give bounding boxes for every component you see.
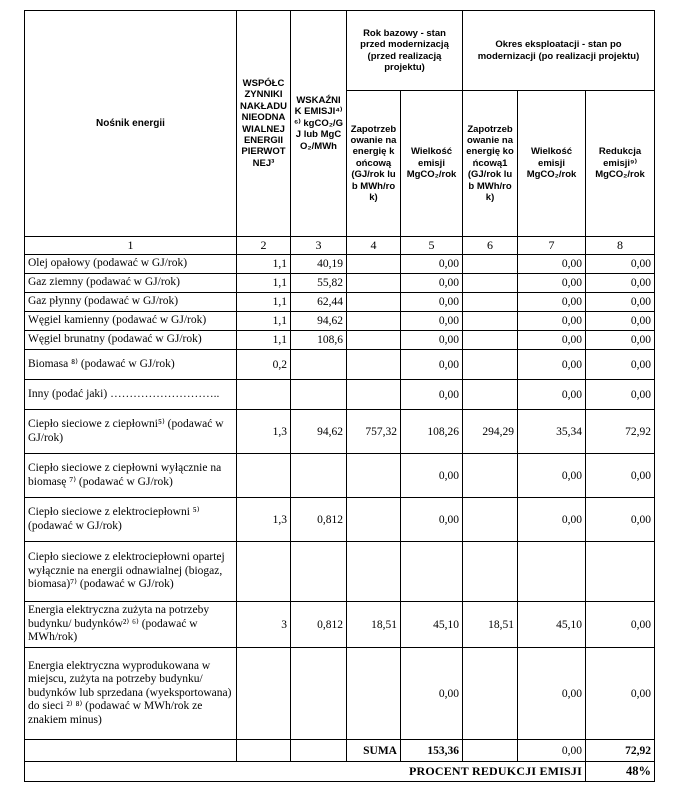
row-label: Węgiel kamienny (podawać w GJ/rok) (25, 312, 237, 331)
redukcja-cell: 0,00 (586, 312, 655, 331)
row-label: Inny (podać jaki) ……………………….. (25, 380, 237, 410)
header-zapotrzebowanie-po: Zapotrzebowanie na energię końcową1 (GJ/rok lub MWh/rok) (463, 91, 518, 237)
redukcja-cell (586, 542, 655, 602)
wspolczynnik-cell: 1,1 (237, 312, 291, 331)
zapotrzebowanie-po-cell (463, 454, 518, 498)
redukcja-cell: 0,00 (586, 350, 655, 380)
row-label: Gaz płynny (podawać w GJ/rok) (25, 293, 237, 312)
zapotrzebowanie-przed-cell (347, 293, 401, 312)
zapotrzebowanie-po-cell (463, 350, 518, 380)
wspolczynnik-cell: 1,1 (237, 293, 291, 312)
zapotrzebowanie-po-cell: 294,29 (463, 410, 518, 454)
summary-blank (25, 740, 237, 762)
emisja-przed-cell: 0,00 (401, 380, 463, 410)
header-wskaznik: WSKAŹNIK EMISJI⁴⁾⁶⁾ kgCO₂/GJ lub MgCO₂/MWh (291, 11, 347, 237)
header-okres-eksploatacji: Okres eksploatacji - stan po modernizacji (po realizacji projektu) (463, 11, 655, 91)
emisja-przed-cell: 0,00 (401, 350, 463, 380)
column-number: 5 (401, 237, 463, 255)
emisja-po-cell: 0,00 (518, 331, 586, 350)
zapotrzebowanie-przed-cell (347, 542, 401, 602)
redukcja-cell: 0,00 (586, 648, 655, 740)
zapotrzebowanie-po-cell (463, 331, 518, 350)
emisja-przed-cell: 0,00 (401, 312, 463, 331)
table-row (25, 293, 655, 312)
zapotrzebowanie-przed-cell (347, 331, 401, 350)
emisja-po-cell: 0,00 (518, 312, 586, 331)
header-nosnik: Nośnik energii (25, 11, 237, 237)
row-label: Węgiel brunatny (podawać w GJ/rok) (25, 331, 237, 350)
column-number: 7 (518, 237, 586, 255)
redukcja-cell: 0,00 (586, 380, 655, 410)
table-row (25, 542, 655, 602)
table-row (25, 498, 655, 542)
emisja-po-cell: 0,00 (518, 350, 586, 380)
zapotrzebowanie-po-cell (463, 380, 518, 410)
emisja-po-cell: 35,34 (518, 410, 586, 454)
wspolczynnik-cell: 0,2 (237, 350, 291, 380)
table-row (25, 602, 655, 648)
table-row (25, 648, 655, 740)
zapotrzebowanie-przed-cell: 18,51 (347, 602, 401, 648)
column-number: 8 (586, 237, 655, 255)
emisja-po-cell: 0,00 (518, 380, 586, 410)
emisja-przed-cell: 0,00 (401, 498, 463, 542)
table-row (25, 350, 655, 380)
row-label: Ciepło sieciowe z elektrociepłowni opartej wyłącznie na energii odnawialnej (biogaz, biomasa)⁷⁾ (podawać w GJ/rok) (25, 542, 237, 602)
column-number: 3 (291, 237, 347, 255)
column-number: 1 (25, 237, 237, 255)
wspolczynnik-cell: 3 (237, 602, 291, 648)
emission-table (24, 10, 655, 782)
row-label: Energia elektryczna wyprodukowana w miejscu, zużyta na potrzeby budynku/ budynków lub sprzedana (wyeksportowana) do sieci ²⁾ ⁸⁾ (podawać w MWh/rok ze znakiem minus) (25, 648, 237, 740)
emisja-przed-cell: 0,00 (401, 331, 463, 350)
zapotrzebowanie-po-cell (463, 255, 518, 274)
summary-row (25, 740, 655, 762)
column-number: 2 (237, 237, 291, 255)
procent-redukcji-value: 48% (586, 762, 655, 782)
wskaznik-cell: 94,62 (291, 410, 347, 454)
zapotrzebowanie-przed-cell (347, 350, 401, 380)
procent-redukcji-label: PROCENT REDUKCJI EMISJI (25, 762, 586, 782)
suma-label: SUMA (347, 740, 401, 762)
row-label: Biomasa ⁸⁾ (podawać w GJ/rok) (25, 350, 237, 380)
wskaznik-cell: 108,6 (291, 331, 347, 350)
zapotrzebowanie-przed-cell (347, 274, 401, 293)
suma-emisja-po: 0,00 (518, 740, 586, 762)
emisja-po-cell: 0,00 (518, 498, 586, 542)
header-rok-bazowy: Rok bazowy - stan przed modernizacją (przed realizacją projektu) (347, 11, 463, 91)
emisja-po-cell: 0,00 (518, 255, 586, 274)
emisja-po-cell: 0,00 (518, 293, 586, 312)
redukcja-cell: 72,92 (586, 410, 655, 454)
zapotrzebowanie-po-cell (463, 648, 518, 740)
table-row (25, 274, 655, 293)
column-number-row (25, 237, 655, 255)
wskaznik-cell: 94,62 (291, 312, 347, 331)
wspolczynnik-cell: 1,1 (237, 331, 291, 350)
table-body (25, 237, 655, 782)
wspolczynnik-cell: 1,1 (237, 274, 291, 293)
zapotrzebowanie-przed-cell (347, 648, 401, 740)
wskaznik-cell (291, 350, 347, 380)
wspolczynnik-cell: 1,1 (237, 255, 291, 274)
summary-blank (463, 740, 518, 762)
emisja-przed-cell (401, 542, 463, 602)
emisja-po-cell: 0,00 (518, 648, 586, 740)
column-number: 6 (463, 237, 518, 255)
wskaznik-cell: 0,812 (291, 498, 347, 542)
redukcja-cell: 0,00 (586, 498, 655, 542)
zapotrzebowanie-po-cell (463, 312, 518, 331)
summary-blank (291, 740, 347, 762)
row-label: Ciepło sieciowe z ciepłowni wyłącznie na biomasę ⁷⁾ (podawać w GJ/rok) (25, 454, 237, 498)
wskaznik-cell (291, 542, 347, 602)
table-row (25, 255, 655, 274)
row-label: Ciepło sieciowe z elektrociepłowni ⁵⁾ (podawać w GJ/rok) (25, 498, 237, 542)
suma-emisja-przed: 153,36 (401, 740, 463, 762)
table-row (25, 410, 655, 454)
zapotrzebowanie-przed-cell: 757,32 (347, 410, 401, 454)
emisja-przed-cell: 0,00 (401, 255, 463, 274)
wspolczynnik-cell (237, 454, 291, 498)
row-label: Ciepło sieciowe z ciepłowni⁵⁾ (podawać w GJ/rok) (25, 410, 237, 454)
zapotrzebowanie-po-cell: 18,51 (463, 602, 518, 648)
header-zapotrzebowanie-przed: Zapotrzebowanie na energię końcową (GJ/rok lub MWh/rok) (347, 91, 401, 237)
redukcja-cell: 0,00 (586, 602, 655, 648)
zapotrzebowanie-po-cell (463, 274, 518, 293)
wspolczynnik-cell (237, 380, 291, 410)
emisja-przed-cell: 0,00 (401, 293, 463, 312)
table-row (25, 454, 655, 498)
zapotrzebowanie-po-cell (463, 293, 518, 312)
summary-blank (237, 740, 291, 762)
wspolczynnik-cell (237, 542, 291, 602)
redukcja-cell: 0,00 (586, 331, 655, 350)
header-wielkosc-emisji-po: Wielkość emisji MgCO₂/rok (518, 91, 586, 237)
wskaznik-cell (291, 648, 347, 740)
wspolczynnik-cell: 1,3 (237, 498, 291, 542)
table-row (25, 380, 655, 410)
zapotrzebowanie-przed-cell (347, 255, 401, 274)
header-redukcja: Redukcja emisji⁹⁾ MgCO₂/rok (586, 91, 655, 237)
emisja-po-cell: 0,00 (518, 274, 586, 293)
emisja-po-cell: 45,10 (518, 602, 586, 648)
zapotrzebowanie-przed-cell (347, 454, 401, 498)
emisja-przed-cell: 0,00 (401, 648, 463, 740)
emisja-przed-cell: 45,10 (401, 602, 463, 648)
header-wielkosc-emisji-przed: Wielkość emisji MgCO₂/rok (401, 91, 463, 237)
wskaznik-cell: 40,19 (291, 255, 347, 274)
wskaznik-cell: 0,812 (291, 602, 347, 648)
wskaznik-cell (291, 380, 347, 410)
zapotrzebowanie-po-cell (463, 542, 518, 602)
emisja-przed-cell: 0,00 (401, 274, 463, 293)
column-number: 4 (347, 237, 401, 255)
redukcja-cell: 0,00 (586, 454, 655, 498)
table-row (25, 331, 655, 350)
zapotrzebowanie-przed-cell (347, 380, 401, 410)
wskaznik-cell: 62,44 (291, 293, 347, 312)
wspolczynnik-cell: 1,3 (237, 410, 291, 454)
emission-table-container (24, 10, 655, 782)
zapotrzebowanie-po-cell (463, 498, 518, 542)
header-wspolczynnik: WSPÓŁCZYNNIKI NAKŁADU NIEODNAWIALNEJ ENERGII PIERWOTNEJ³ (237, 11, 291, 237)
wspolczynnik-cell (237, 648, 291, 740)
redukcja-cell: 0,00 (586, 274, 655, 293)
zapotrzebowanie-przed-cell (347, 312, 401, 331)
wskaznik-cell: 55,82 (291, 274, 347, 293)
emisja-po-cell (518, 542, 586, 602)
table-row (25, 312, 655, 331)
redukcja-cell: 0,00 (586, 255, 655, 274)
emisja-przed-cell: 108,26 (401, 410, 463, 454)
emisja-po-cell: 0,00 (518, 454, 586, 498)
wskaznik-cell (291, 454, 347, 498)
zapotrzebowanie-przed-cell (347, 498, 401, 542)
percent-row (25, 762, 655, 782)
redukcja-cell: 0,00 (586, 293, 655, 312)
suma-redukcja: 72,92 (586, 740, 655, 762)
row-label: Olej opałowy (podawać w GJ/rok) (25, 255, 237, 274)
row-label: Gaz ziemny (podawać w GJ/rok) (25, 274, 237, 293)
emisja-przed-cell: 0,00 (401, 454, 463, 498)
row-label: Energia elektryczna zużyta na potrzeby budynku/ budynków²⁾ ⁶⁾ (podawać w MWh/rok) (25, 602, 237, 648)
